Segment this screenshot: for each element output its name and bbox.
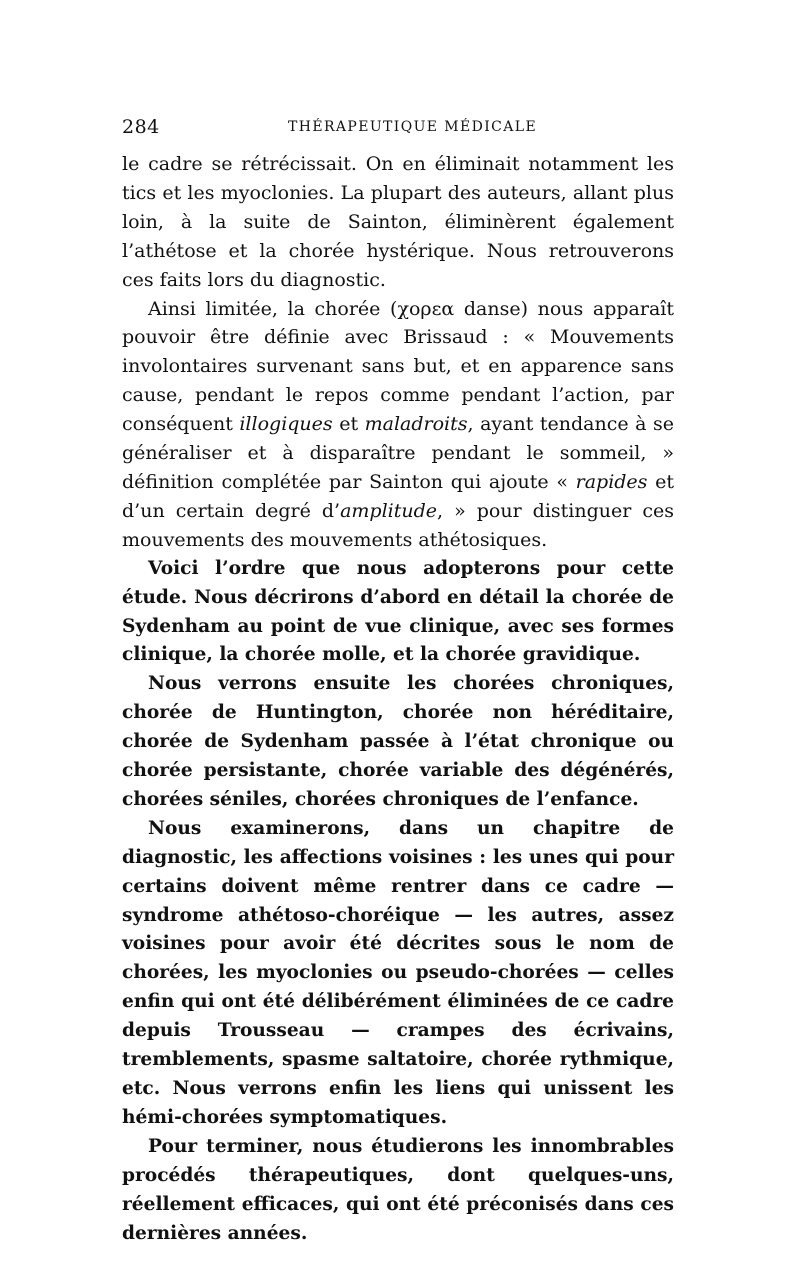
paragraph-2-text-a: Ainsi limitée, la chorée (χορεα danse) nous apparaît pouvoir être définie avec Brissaud : « Mouvements involontaires survenant sans but, et en apparence sans cause, pendant le repos comme pendant l’action, par conséquent xyxy=(122,297,674,436)
paragraph-2-text-b: et xyxy=(332,413,365,436)
paragraph-6-text: Pour terminer, nous étudierons les innombrables procédés thérapeutiques, dont quelques-uns, réellement efficaces, qui ont été préconisés dans ces dernières années. xyxy=(122,1135,674,1244)
italic-amplitude: amplitude xyxy=(340,499,438,522)
running-header xyxy=(122,116,678,140)
paragraph-1-text: le cadre se rétrécissait. On en éliminait notamment les tics et les myoclonies. La plupart des auteurs, allant plus loin, à la suite de Sainton, éliminèrent également l’athétose et la chorée hystérique. Nous retrouverons ces faits lors du diagnostic. xyxy=(122,153,674,291)
paragraph-4-text: Nous verrons ensuite les chorées chroniques, chorée de Huntington, chorée non héréditaire, chorée de Sydenham passée à l’état chronique ou chorée persistante, chorée variable des dégénérés, chorées séniles, chorées chroniques de l’enfance. xyxy=(122,673,674,810)
paragraph-2-text-e: , » pour distinguer ces mouvements des mouvements athétosiques. xyxy=(122,499,674,551)
paragraph-3 xyxy=(122,555,674,671)
italic-illogiques: illogiques xyxy=(239,413,333,436)
paragraph-4 xyxy=(122,670,674,815)
paragraph-5-text: Nous examinerons, dans un chapitre de diagnostic, les affections voisines : les unes qui pour certains doivent même rentrer dans ce cadre — syndrome athétoso-choréique — les autres, assez voisines pour avoir été décrites sous le nom de chorées, les myoclonies ou pseudo-chorées — celles enfin qui ont été délibérément éliminées de ce cadre depuis Trousseau — crampes des écrivains, tremblements, spasme saltatoire, chorée rythmique, etc. Nous verrons enfin les liens qui unissent les hémi-chorées symptomatiques. xyxy=(122,817,674,1128)
body-text xyxy=(122,150,674,1248)
paragraph-2 xyxy=(122,295,674,555)
paragraph-6 xyxy=(122,1133,674,1249)
paragraph-2-text-c: , ayant tendance à se généraliser et à disparaître pendant le sommeil, » définition complétée par Sainton qui ajoute « xyxy=(122,413,674,493)
paragraph-5 xyxy=(122,815,674,1133)
paragraph-2-text-d: et d’un certain degré d’ xyxy=(122,470,674,522)
running-title: THÉRAPEUTIQUE MÉDICALE xyxy=(288,119,538,135)
paragraph-1 xyxy=(122,150,674,295)
paragraph-3-text: Voici l’ordre que nous adopterons pour cette étude. Nous décrirons d’abord en détail la chorée de Sydenham au point de vue clinique, avec ses formes clinique, la chorée molle, et la chorée gravidique. xyxy=(122,557,674,666)
page-number: 284 xyxy=(122,116,160,138)
italic-maladroits: maladroits xyxy=(364,413,468,436)
italic-rapides: rapides xyxy=(575,470,648,493)
